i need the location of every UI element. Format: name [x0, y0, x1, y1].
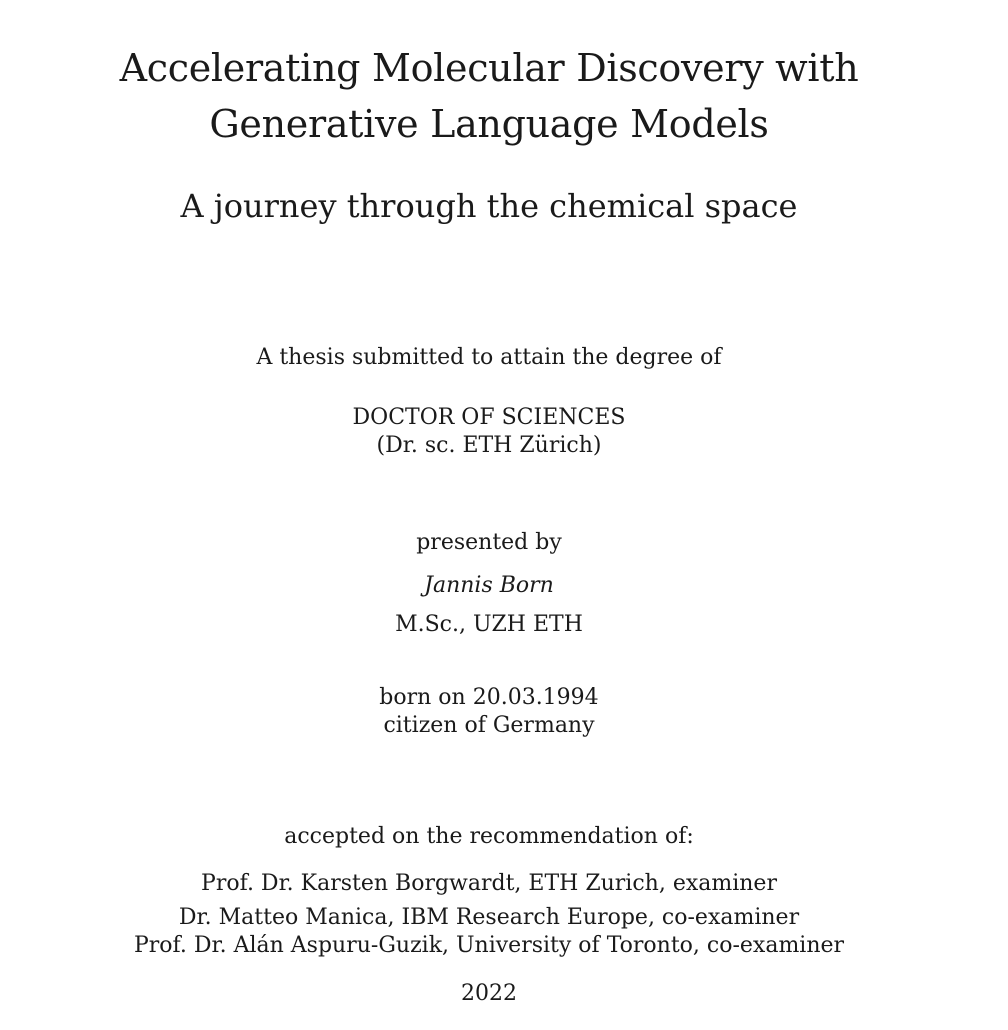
- examiner-3: Prof. Dr. Alán Aspuru-Guzik, University of Toronto, co-examiner: [133, 933, 845, 958]
- thesis-subtitle: A journey through the chemical space: [180, 187, 798, 225]
- author-birth-date: born on 20.03.1994: [379, 685, 599, 710]
- author-name: Jannis Born: [424, 573, 554, 598]
- author-citizenship: citizen of Germany: [383, 713, 595, 738]
- thesis-title-line-2: Generative Language Models: [209, 102, 769, 146]
- degree-intro: A thesis submitted to attain the degree of: [256, 345, 722, 370]
- examiner-2: Dr. Matteo Manica, IBM Research Europe, co-examiner: [178, 905, 800, 930]
- examiner-1: Prof. Dr. Karsten Borgwardt, ETH Zurich, examiner: [201, 871, 777, 896]
- author-qualification: M.Sc., UZH ETH: [395, 612, 583, 637]
- degree-name: DOCTOR OF SCIENCES: [352, 405, 626, 430]
- thesis-title-line-1: Accelerating Molecular Discovery with: [119, 46, 859, 90]
- examiners-intro: accepted on the recommendation of:: [284, 824, 694, 849]
- presented-by-label: presented by: [416, 530, 562, 555]
- thesis-year: 2022: [461, 981, 517, 1006]
- degree-abbreviation: (Dr. sc. ETH Zürich): [376, 433, 602, 458]
